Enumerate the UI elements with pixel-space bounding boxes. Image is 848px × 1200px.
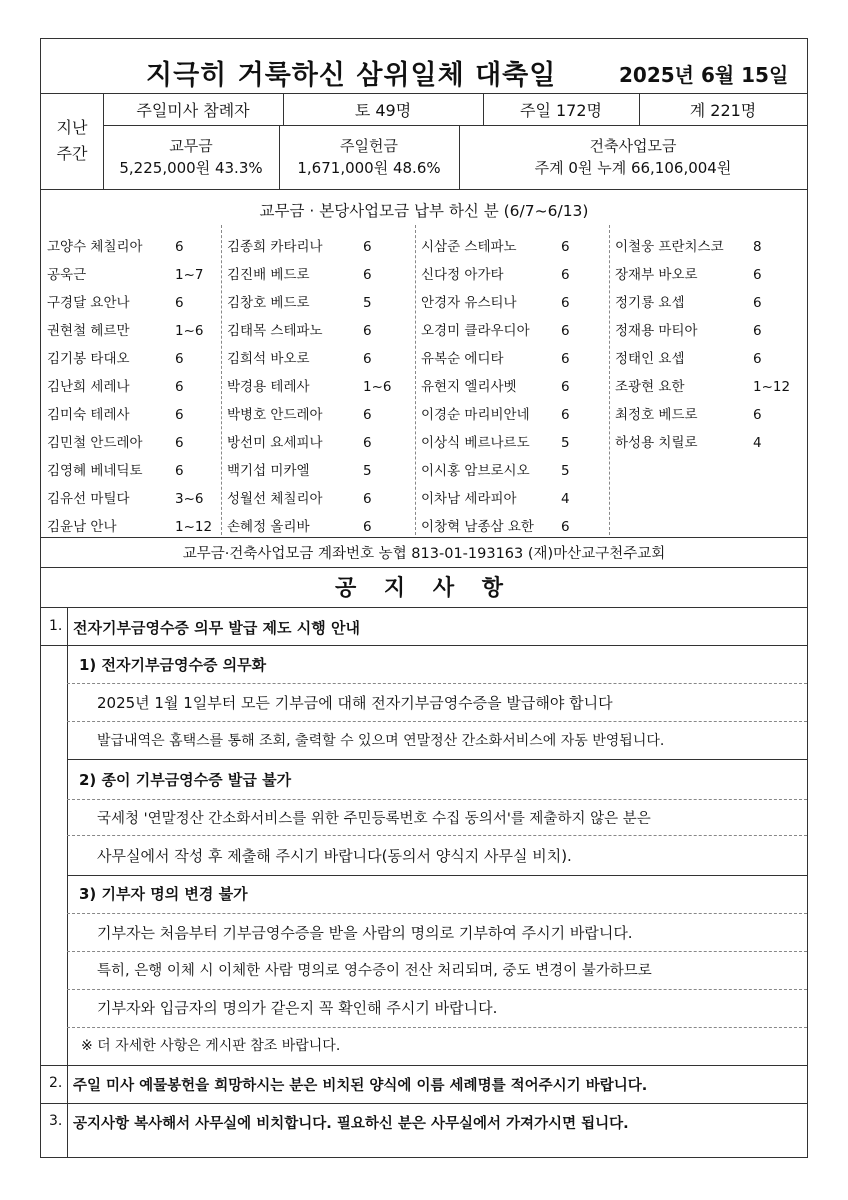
saturday-attendance: 토 49명 [354,100,412,120]
row-divider [67,875,807,876]
row-divider [67,721,807,722]
row-divider [41,1103,807,1104]
list-item: 이경순 마리비안네 6 [421,407,570,423]
bulletin-date: 2025년 6월 15일 [619,63,789,87]
subsection-3-note: ※ 더 자세한 사항은 게시판 참조 바랍니다. [81,1038,341,1054]
list-item: 손혜정 올리바 6 [227,519,372,535]
subsection-3-line-1: 기부자는 처음부터 기부금영수증을 받을 사람의 명의로 기부하여 주시기 바랍니다. [97,924,633,942]
list-item: 김창호 베드로 5 [227,295,372,311]
notice-3-text: 공지사항 복사해서 사무실에 비치합니다. 필요하신 분은 사무실에서 가져가시면 됩니다. [73,1116,629,1132]
table-divider [103,125,807,126]
section-divider [41,537,807,538]
subsection-3-title: 3) 기부자 명의 변경 불가 [79,885,248,903]
last-week-label-line1: 지난 [56,118,88,137]
row-divider [67,989,807,990]
list-item: 정태인 요셉 6 [615,351,762,367]
list-item: 이철웅 프란치스코 8 [615,239,762,255]
list-item: 유복순 에디타 6 [421,351,570,367]
section-divider [41,189,807,190]
list-item: 백기섭 미카엘 5 [227,463,372,479]
building-fund-value: 주계 0원 누계 66,106,004원 [534,159,732,177]
list-item: 김종희 카타리나 6 [227,239,372,255]
list-item: 박병호 안드레아 6 [227,407,372,423]
diocese-fund [103,135,279,179]
list-item: 김영혜 베네딕토 6 [47,463,184,479]
list-item: 김윤남 안나 1~12 [47,519,213,535]
list-item: 이차남 세라피아 4 [421,491,570,507]
list-item: 조광현 요한 1~12 [615,379,791,395]
total-attendance: 계 221명 [689,100,757,120]
sunday-attendance: 주일 172명 [520,100,602,120]
donor-list-heading: 교무금 · 본당사업모금 납부 하신 분 (6/7~6/13) [259,202,589,220]
list-item: 김유선 마틸다 3~6 [47,491,204,507]
list-item: 안경자 유스티나 6 [421,295,570,311]
list-item: 이창혁 남종삼 요한 6 [421,519,570,535]
list-item: 하성용 치릴로 4 [615,435,762,451]
last-week-label-line2: 주간 [56,144,88,163]
list-item: 유현지 엘리사벳 6 [421,379,570,395]
list-item: 정기룡 요셉 6 [615,295,762,311]
donor-column-1 [47,233,227,541]
list-item: 권현철 헤르만 1~6 [47,323,204,339]
sunday-offering-value: 1,671,000원 48.6% [297,159,441,177]
notice-3-number: 3. [49,1113,63,1129]
list-item: 성월선 체칠리아 6 [227,491,372,507]
donor-column-3 [421,233,611,541]
list-item: 장재부 바오로 6 [615,267,762,283]
list-item: 오경미 클라우디아 6 [421,323,570,339]
bulletin-frame [40,38,808,1158]
sunday-offering-label: 주일헌금 [340,137,398,155]
subsection-1-line-2: 발급내역은 홈택스를 통해 조회, 출력할 수 있으며 연말정산 간소화서비스에 자동 반영됩니다. [97,733,665,749]
list-item: 김태목 스테파노 6 [227,323,372,339]
donor-column-2 [227,233,415,541]
subsection-2-title: 2) 종이 기부금영수증 발급 불가 [79,771,292,789]
last-week-label [41,93,103,189]
list-item: 방선미 요세피나 6 [227,435,372,451]
diocese-fund-label: 교무금 [169,137,213,155]
section-divider [41,567,807,568]
diocese-fund-value: 5,225,000원 43.3% [119,159,263,177]
list-item: 김희석 바오로 6 [227,351,372,367]
subsection-3-line-2: 특히, 은행 이체 시 이체한 사람 명의로 영수증이 전산 처리되며, 중도 변경이 불가하므로 [97,963,652,979]
list-item: 구경달 요안나 6 [47,295,184,311]
row-divider [41,1065,807,1066]
attendance-label: 주일미사 참례자 [136,100,250,120]
list-item: 김미숙 테레사 6 [47,407,184,423]
list-item: 김기봉 타대오 6 [47,351,184,367]
subsection-1-title: 1) 전자기부금영수증 의무화 [79,656,267,674]
notice-1-number: 1. [49,618,63,634]
list-item: 김난희 세레나 6 [47,379,184,395]
column-divider [221,225,222,535]
list-item: 공욱근 1~7 [47,267,204,283]
sunday-offering [279,135,459,179]
list-item: 김민철 안드레아 6 [47,435,184,451]
row-divider [67,799,807,800]
number-column-divider [67,607,68,1157]
row-divider [67,951,807,952]
subsection-2-line-2: 사무실에서 작성 후 제출해 주시기 바랍니다(동의서 양식지 사무실 비치). [97,847,572,865]
list-item: 고양수 체칠리아 6 [47,239,184,255]
list-item: 이시홍 암브로시오 5 [421,463,570,479]
list-item: 정재용 마티아 6 [615,323,762,339]
subsection-3-line-3: 기부자와 입금자의 명의가 같은지 꼭 확인해 주시기 바랍니다. [97,999,498,1017]
row-divider [67,835,807,836]
page-title: 지극히 거룩하신 삼위일체 대축일 [146,60,557,91]
row-divider [67,913,807,914]
notice-1-title: 전자기부금영수증 의무 발급 제도 시행 안내 [73,619,360,637]
subsection-2-line-1: 국세청 '연말정산 간소화서비스를 위한 주민등록번호 수집 동의서'를 제출하지 않은 분은 [97,811,651,827]
notice-2-number: 2. [49,1075,63,1091]
subsection-1-line-1: 2025년 1월 1일부터 모든 기부금에 대해 전자기부금영수증을 발급해야 합니다 [97,694,613,712]
list-item: 신다정 아가타 6 [421,267,570,283]
row-divider [67,759,807,760]
building-fund [459,135,807,179]
notices-title: 공 지 사 항 [335,576,513,601]
section-divider [41,607,807,608]
list-item: 박경용 테레사 1~6 [227,379,392,395]
row-divider [67,1027,807,1028]
donor-column-4 [615,233,805,457]
list-item: 시삼준 스테파노 6 [421,239,570,255]
row-divider [67,683,807,684]
column-divider [415,225,416,535]
list-item: 이상식 베르나르도 5 [421,435,570,451]
list-item: 김진배 베드로 6 [227,267,372,283]
row-divider [41,645,807,646]
notice-2-text: 주일 미사 예물봉헌을 희망하시는 분은 비치된 양식에 이름 세례명를 적어주시기 바랍니다. [73,1078,648,1094]
list-item: 최정호 베드로 6 [615,407,762,423]
building-fund-label: 건축사업모금 [589,137,677,155]
bank-account-info: 교무금·건축사업모금 계좌번호 농협 813-01-193163 (재)마산교구천주교회 [182,546,666,562]
column-divider [609,225,610,535]
